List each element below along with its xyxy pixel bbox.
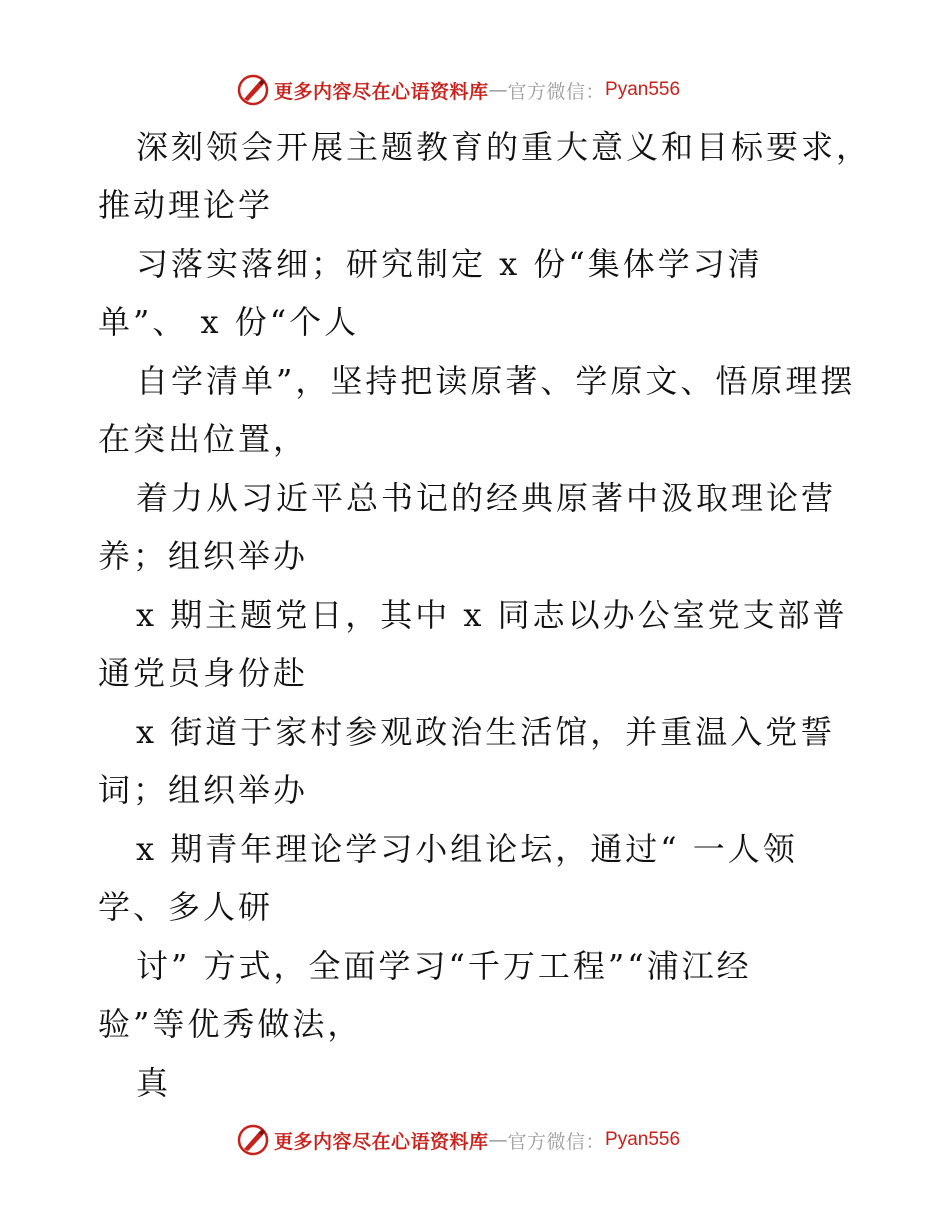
text-line: 真 <box>136 1064 172 1102</box>
watermark-separator: — <box>488 79 508 101</box>
text-line: 学、多人研 <box>98 888 274 926</box>
header-watermark <box>236 72 680 108</box>
text-line: 自学清单”，坚持把读原著、学原文、悟原理摆 <box>136 362 856 400</box>
watermark-separator: — <box>488 1129 508 1151</box>
watermark-wechat-id: Pyan556 <box>605 1129 681 1150</box>
text-line: 推动理论学 <box>98 186 274 224</box>
pen-logo-icon <box>236 73 270 107</box>
text-line: x 期青年理论学习小组论坛，通过“ 一人领 <box>136 830 798 868</box>
text-line: 习落实落细；研究制定 x 份“集体学习清 <box>136 245 763 283</box>
text-line: 在突出位置， <box>98 420 309 458</box>
text-line: 养；组织举办 <box>98 537 309 575</box>
text-line: x 街道于家村参观政治生活馆，并重温入党誓 <box>136 713 836 751</box>
text-line: 通党员身份赴 <box>98 654 309 692</box>
watermark-wechat-id: Pyan556 <box>605 79 681 100</box>
watermark-wechat-label: 官方微信： <box>507 80 606 103</box>
text-line: 讨” 方式，全面学习“千万工程”“浦江经 <box>136 947 752 985</box>
watermark-wechat-label: 官方微信： <box>507 1130 606 1153</box>
text-line: 单”、 x 份“个人 <box>98 303 360 341</box>
watermark-text: 更多内容尽在心语资料库 <box>274 80 489 103</box>
text-line: 词；组织举办 <box>98 771 309 809</box>
pen-logo-icon <box>236 1123 270 1157</box>
footer-watermark <box>236 1122 680 1158</box>
watermark-text: 更多内容尽在心语资料库 <box>274 1130 489 1153</box>
text-line: x 期主题党日，其中 x 同志以办公室党支部普 <box>136 596 848 634</box>
text-line: 验”等优秀做法， <box>98 1005 363 1043</box>
text-line: 深刻领会开展主题教育的重大意义和目标要求， <box>136 128 872 166</box>
text-line: 着力从习近平总书记的经典原著中汲取理论营 <box>136 479 837 517</box>
